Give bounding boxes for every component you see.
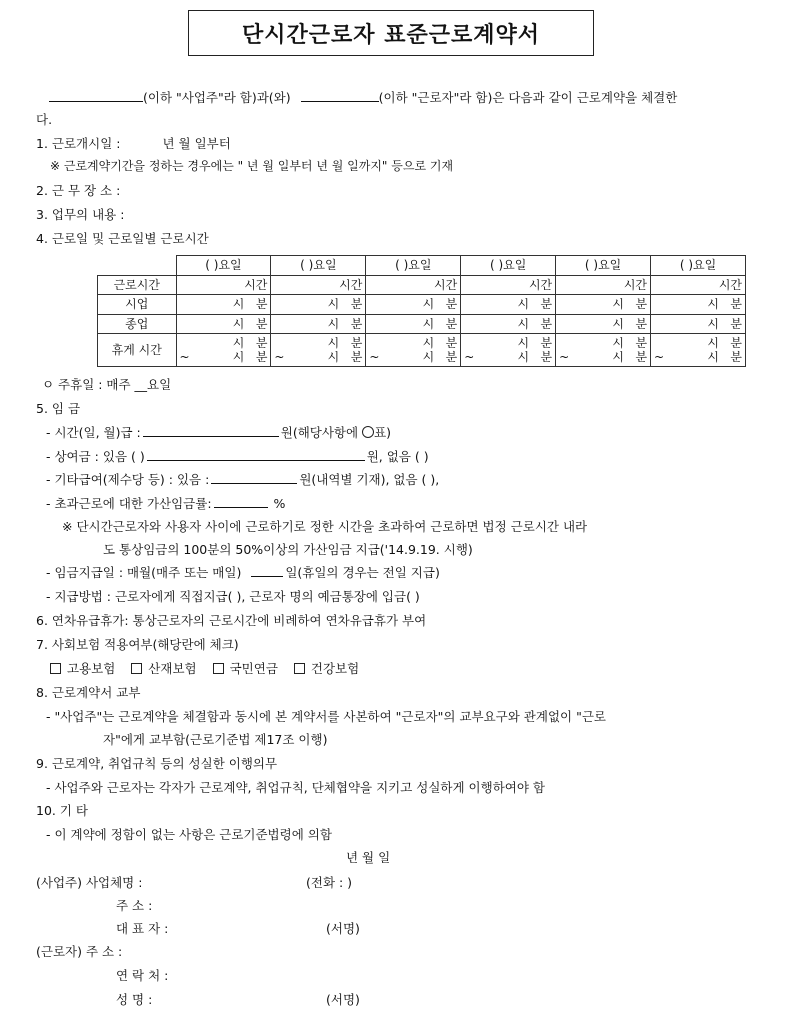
intro-line: (이하 "사업주"라 함)과(와) (이하 "근로자"라 함)은 다음과 같이 근로계약을 체결한 xyxy=(49,88,677,106)
checkbox-icon xyxy=(131,663,142,674)
day-cell[interactable]: ( )요일 xyxy=(556,256,651,276)
work-hours-row xyxy=(98,275,746,295)
day-cell[interactable]: ( )요일 xyxy=(461,256,556,276)
insurance-checkbox[interactable]: 건강보험 xyxy=(294,661,359,676)
start-row xyxy=(98,295,746,315)
day-header-row xyxy=(98,256,746,276)
signing-date: 년 월 일 xyxy=(346,850,391,865)
payday-line: - 임금지급일 : 매월(매주 또는 매일) 일(휴일의 경우는 전일 지급) xyxy=(46,565,440,580)
employer-representative: 대 표 자 : xyxy=(116,921,169,936)
section-6: 6. 연차유급휴가: 통상근로자의 근로시간에 비례하여 연차유급휴가 부여 xyxy=(36,613,427,628)
hours-cell[interactable]: 시간 xyxy=(366,275,461,295)
payday-blank[interactable] xyxy=(251,565,283,577)
time-cell[interactable]: 시 분 xyxy=(176,295,271,315)
time-cell[interactable]: 시 분 xyxy=(366,314,461,334)
row-label: 휴게 시간 xyxy=(98,334,177,367)
section-1-note: ※ 근로계약기간을 정하는 경우에는 " 년 월 일부터 년 월 일까지" 등으로 기재 xyxy=(50,159,454,173)
section-8-line-2: 자"에게 교부함(근로기준법 제17조 이행) xyxy=(103,732,328,747)
worker-blank[interactable] xyxy=(301,90,379,102)
employer-blank[interactable] xyxy=(49,90,143,102)
insurance-checkbox[interactable]: 산재보험 xyxy=(131,661,196,676)
employer-name-line: (사업주) 사업체명 : xyxy=(36,875,143,890)
hours-cell[interactable]: 시간 xyxy=(176,275,271,295)
section-9: 9. 근로계약, 취업규칙 등의 성실한 이행의무 xyxy=(36,756,278,771)
overtime-blank[interactable] xyxy=(214,496,268,508)
corner-cell xyxy=(98,256,177,276)
insurance-checkbox[interactable]: 고용보험 xyxy=(50,661,115,676)
break-cell[interactable]: 시 분 ~ 시 분 xyxy=(556,334,651,367)
time-cell[interactable]: 시 분 xyxy=(271,314,366,334)
worker-name: 성 명 : xyxy=(116,992,153,1007)
overtime-note-1: ※ 단시간근로자와 사용자 사이에 근로하기로 정한 시간을 초과하여 근로하면 법정 근로시간 내라 xyxy=(62,519,588,534)
checkbox-icon xyxy=(213,663,224,674)
break-cell[interactable]: 시 분 ~ 시 분 xyxy=(651,334,746,367)
day-cell[interactable]: ( )요일 xyxy=(651,256,746,276)
time-cell[interactable]: 시 분 xyxy=(176,314,271,334)
weekly-holiday: ㅇ 주휴일 : 매주 __요일 xyxy=(42,377,172,392)
time-cell[interactable]: 시 분 xyxy=(556,314,651,334)
section-8-line-1: - "사업주"는 근로계약을 체결함과 동시에 본 계약서를 사본하여 "근로자"의 교부요구와 관계없이 "근로 xyxy=(46,709,606,724)
section-5: 5. 임 금 xyxy=(36,401,81,416)
hourly-wage-line: - 시간(일, 월)급 : 원(해당사항에 표) xyxy=(46,425,392,440)
break-cell[interactable]: 시 분 ~ 시 분 xyxy=(461,334,556,367)
section-1: 1. 근로개시일 : 년 월 일부터 xyxy=(36,136,231,151)
bonus-blank[interactable] xyxy=(147,449,365,461)
schedule-table xyxy=(97,255,746,367)
bonus-line: - 상여금 : 있음 ( ) 원, 없음 ( ) xyxy=(46,449,429,464)
day-cell[interactable]: ( )요일 xyxy=(271,256,366,276)
row-label: 종업 xyxy=(98,314,177,334)
other-pay-line: - 기타급여(제수당 등) : 있음 : 원(내역별 기재), 없음 ( ), xyxy=(46,472,440,487)
hours-cell[interactable]: 시간 xyxy=(271,275,366,295)
break-cell[interactable]: 시 분 ~ 시 분 xyxy=(271,334,366,367)
other-pay-blank[interactable] xyxy=(211,472,297,484)
worker-contact: 연 락 처 : xyxy=(116,968,169,983)
intro-tail: 다. xyxy=(36,112,53,127)
section-10-line: - 이 계약에 정함이 없는 사항은 근로기준법령에 의함 xyxy=(46,827,332,842)
worker-address: (근로자) 주 소 : xyxy=(36,944,123,959)
hours-cell[interactable]: 시간 xyxy=(651,275,746,295)
day-cell[interactable]: ( )요일 xyxy=(366,256,461,276)
hourly-wage-blank[interactable] xyxy=(143,425,279,437)
hours-cell[interactable]: 시간 xyxy=(461,275,556,295)
checkbox-icon xyxy=(50,663,61,674)
break-row xyxy=(98,334,746,367)
hours-cell[interactable]: 시간 xyxy=(556,275,651,295)
row-label: 근로시간 xyxy=(98,275,177,295)
break-cell[interactable]: 시 분 ~ 시 분 xyxy=(176,334,271,367)
section-4: 4. 근로일 및 근로일별 근로시간 xyxy=(36,231,209,246)
time-cell[interactable]: 시 분 xyxy=(651,295,746,315)
insurance-checkbox[interactable]: 국민연금 xyxy=(213,661,278,676)
end-row xyxy=(98,314,746,334)
section-9-line: - 사업주와 근로자는 각자가 근로계약, 취업규칙, 단체협약을 지키고 성실하게 이행하여야 함 xyxy=(46,780,545,795)
section-3: 3. 업무의 내용 : xyxy=(36,207,125,222)
overtime-note-2: 도 통상임금의 100분의 50%이상의 가산임금 지급('14.9.19. 시행) xyxy=(103,542,473,557)
insurance-options xyxy=(50,659,359,677)
employer-address: 주 소 : xyxy=(116,898,153,913)
time-cell[interactable]: 시 분 xyxy=(556,295,651,315)
time-cell[interactable]: 시 분 xyxy=(461,295,556,315)
document-title: 단시간근로자 표준근로계약서 xyxy=(188,10,594,56)
section-10: 10. 기 타 xyxy=(36,803,88,818)
time-cell[interactable]: 시 분 xyxy=(366,295,461,315)
employer-signature[interactable]: (서명) xyxy=(326,921,360,936)
circle-mark-icon xyxy=(362,426,374,438)
section-7: 7. 사회보험 적용여부(해당란에 체크) xyxy=(36,637,239,652)
time-cell[interactable]: 시 분 xyxy=(271,295,366,315)
payment-method-line: - 지급방법 : 근로자에게 직접지급( ), 근로자 명의 예금통장에 입금( ) xyxy=(46,589,420,604)
checkbox-icon xyxy=(294,663,305,674)
day-cell[interactable]: ( )요일 xyxy=(176,256,271,276)
worker-signature[interactable]: (서명) xyxy=(326,992,360,1007)
time-cell[interactable]: 시 분 xyxy=(651,314,746,334)
break-cell[interactable]: 시 분 ~ 시 분 xyxy=(366,334,461,367)
overtime-line: - 초과근로에 대한 가산임금률: % xyxy=(46,496,286,511)
employer-phone: (전화 : ) xyxy=(306,875,353,890)
section-2: 2. 근 무 장 소 : xyxy=(36,183,121,198)
row-label: 시업 xyxy=(98,295,177,315)
section-8: 8. 근로계약서 교부 xyxy=(36,685,141,700)
time-cell[interactable]: 시 분 xyxy=(461,314,556,334)
